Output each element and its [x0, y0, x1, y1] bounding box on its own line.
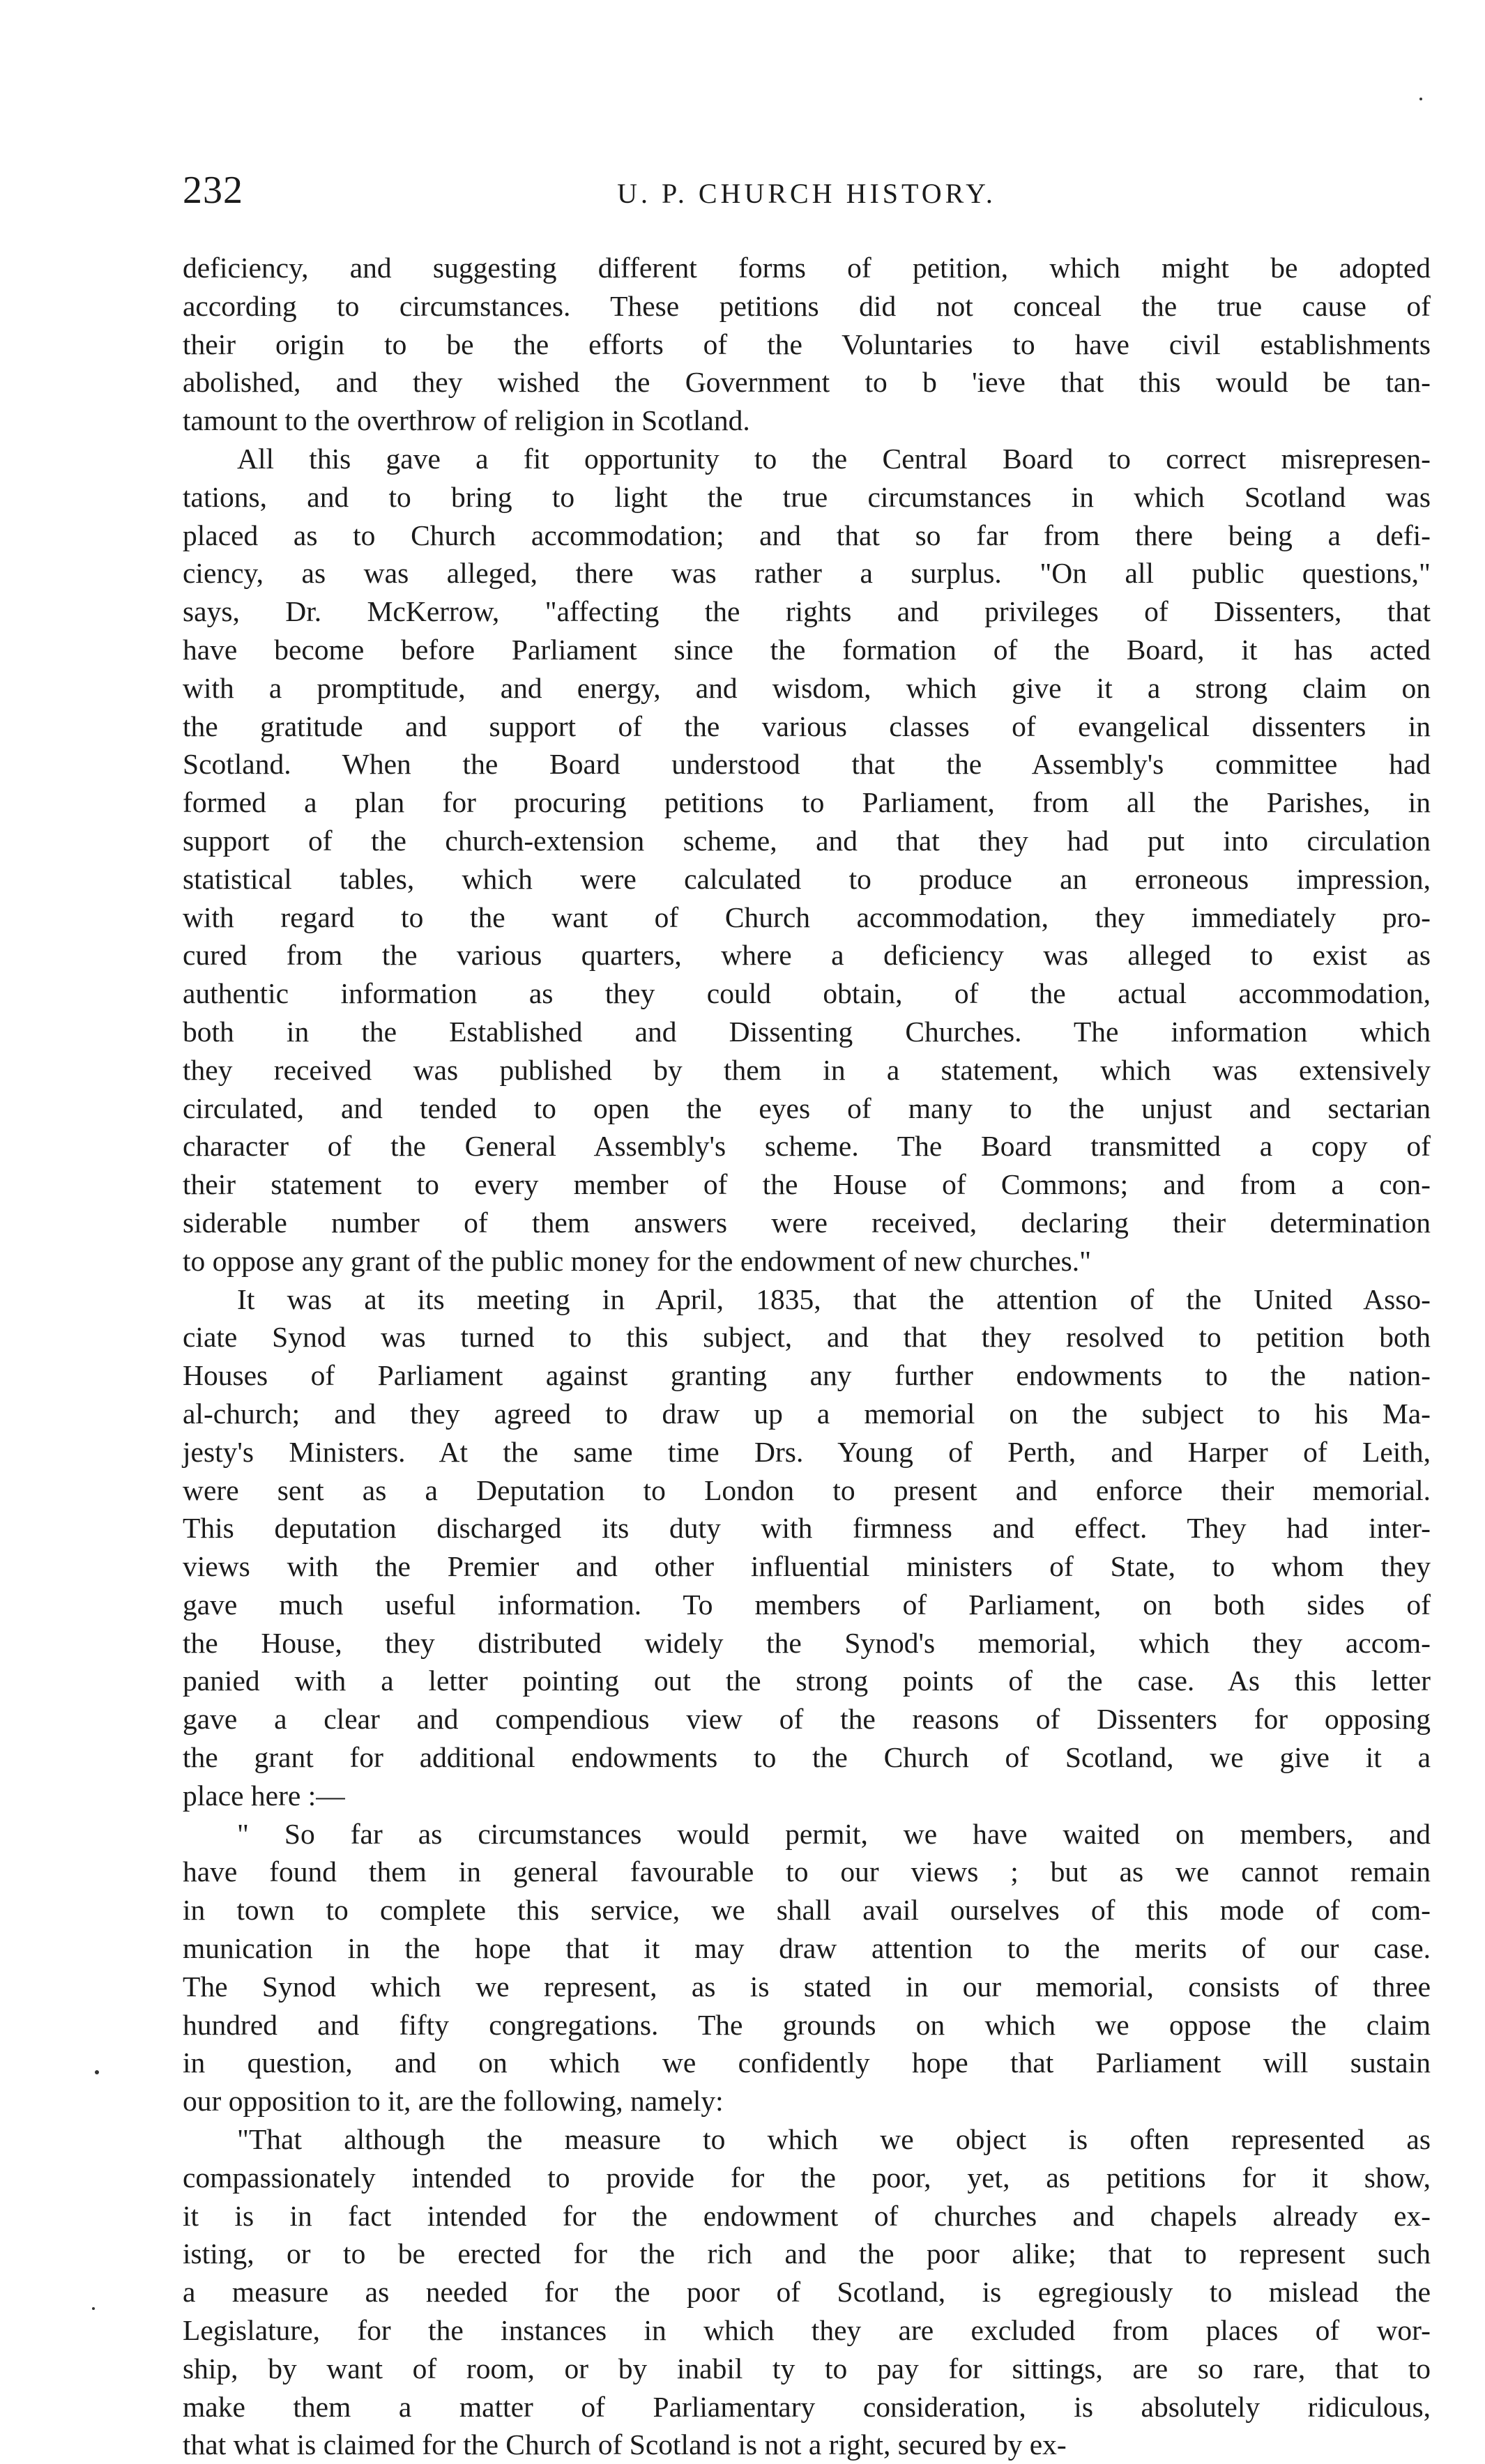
- text-line: The Synod which we represent, as is stated in our memorial, consists of three: [183, 1970, 1431, 2003]
- text-line: Scotland. When the Board understood that the Assembly's committee had: [183, 748, 1431, 781]
- text-line: have become before Parliament since the formation of the Board, it has acted: [183, 633, 1431, 666]
- text-line: tamount to the overthrow of religion in Scotland.: [183, 404, 750, 437]
- text-line: authentic information as they could obtain, of the actual accommodation,: [183, 977, 1431, 1010]
- text-line: in question, and on which we confidently hope that Parliament will sustain: [183, 2046, 1431, 2079]
- text-line: character of the General Assembly's scheme. The Board transmitted a copy of: [183, 1130, 1431, 1163]
- text-line: have found them in general favourable to our views ; but as we cannot remain: [183, 1855, 1431, 1888]
- page-header: [183, 166, 1431, 229]
- text-line: in town to complete this service, we shall avail ourselves of this mode of com-: [183, 1894, 1431, 1927]
- text-line: deficiency, and suggesting different forms of petition, which might be adopted: [183, 252, 1431, 284]
- print-speck: [95, 2070, 99, 2074]
- text-line: says, Dr. McKerrow, "affecting the rights and privileges of Dissenters, that: [183, 595, 1431, 628]
- text-line: with a promptitude, and energy, and wisdom, which give it a strong claim on: [183, 671, 1431, 704]
- text-line: statistical tables, which were calculated to produce an erroneous impression,: [183, 862, 1431, 895]
- text-line: place here :—: [183, 1779, 345, 1812]
- paragraph: [183, 440, 1431, 1280]
- text-line: their origin to be the efforts of the Voluntaries to have civil establishments: [183, 328, 1431, 360]
- text-line: the gratitude and support of the various classes of evangelical dissenters in: [183, 710, 1431, 742]
- paragraph: [183, 1280, 1431, 1815]
- text-line: abolished, and they wished the Government to b 'ieve that this would be tan-: [183, 366, 1431, 399]
- page-number: 232: [183, 169, 243, 212]
- text-line: tations, and to bring to light the true circumstances in which Scotland was: [183, 480, 1431, 513]
- text-line: a measure as needed for the poor of Scotland, is egregiously to mislead the: [183, 2276, 1431, 2309]
- text-line: make them a matter of Parliamentary consideration, is absolutely ridiculous,: [183, 2390, 1431, 2423]
- text-line: isting, or to be erected for the rich and the poor alike; that to represent such: [183, 2237, 1431, 2270]
- paragraph: [183, 1815, 1431, 2120]
- text-line: formed a plan for procuring petitions to Parliament, from all the Parishes, in: [183, 786, 1431, 819]
- text-line: that what is claimed for the Church of Scotland is not a right, secured by ex-: [183, 2428, 1067, 2461]
- text-line: cured from the various quarters, where a deficiency was alleged to exist as: [183, 939, 1431, 972]
- text-line: circulated, and tended to open the eyes of many to the unjust and sectarian: [183, 1092, 1431, 1124]
- paragraph: [183, 249, 1431, 440]
- text-line: ship, by want of room, or by inabil ty to pay for sittings, are so rare, that to: [183, 2352, 1431, 2385]
- text-line: gave much useful information. To members of Parliament, on both sides of: [183, 1588, 1431, 1621]
- text-line: support of the church-extension scheme, and that they had put into circulation: [183, 824, 1431, 857]
- text-line: jesty's Ministers. At the same time Drs. Young of Perth, and Harper of Leith,: [183, 1435, 1431, 1468]
- text-line: " So far as circumstances would permit, we have waited on members, and: [237, 1817, 1431, 1850]
- text-line: views with the Premier and other influential ministers of State, to whom they: [183, 1550, 1431, 1583]
- text-line: hundred and fifty congregations. The grounds on which we oppose the claim: [183, 2008, 1431, 2041]
- text-line: the House, they distributed widely the Synod's memorial, which they accom-: [183, 1626, 1431, 1659]
- text-line: This deputation discharged its duty with firmness and effect. They had inter-: [183, 1512, 1431, 1545]
- text-line: they received was published by them in a statement, which was extensively: [183, 1053, 1431, 1086]
- text-line: both in the Established and Dissenting Churches. The information which: [183, 1015, 1431, 1048]
- running-title: U. P. CHURCH HISTORY.: [617, 178, 996, 209]
- text-line: were sent as a Deputation to London to present and enforce their memorial.: [183, 1474, 1431, 1506]
- text-line: gave a clear and compendious view of the reasons of Dissenters for opposing: [183, 1703, 1431, 1736]
- text-line: siderable number of them answers were received, declaring their determination: [183, 1206, 1431, 1239]
- print-speck: [92, 2307, 95, 2310]
- text-line: with regard to the want of Church accommodation, they immediately pro-: [183, 901, 1431, 933]
- text-line: it is in fact intended for the endowment of churches and chapels already ex-: [183, 2199, 1431, 2232]
- text-line: placed as to Church accommodation; and that so far from there being a defi-: [183, 519, 1431, 551]
- print-speck: [1419, 98, 1422, 100]
- text-line: our opposition to it, are the following, namely:: [183, 2085, 724, 2118]
- paragraph: [183, 2120, 1431, 2464]
- text-line: the grant for additional endowments to the Church of Scotland, we give it a: [183, 1741, 1431, 1774]
- text-line: Houses of Parliament against granting any further endowments to the nation-: [183, 1359, 1431, 1392]
- text-line: their statement to every member of the House of Commons; and from a con-: [183, 1168, 1431, 1201]
- text-line: It was at its meeting in April, 1835, that the attention of the United Asso-: [237, 1283, 1431, 1315]
- text-line: according to circumstances. These petitions did not conceal the true cause of: [183, 289, 1431, 322]
- text-line: panied with a letter pointing out the strong points of the case. As this letter: [183, 1665, 1431, 1697]
- text-line: ciate Synod was turned to this subject, and that they resolved to petition both: [183, 1321, 1431, 1354]
- text-line: Legislature, for the instances in which they are excluded from places of wor-: [183, 2314, 1431, 2347]
- text-line: "That although the measure to which we object is often represented as: [237, 2123, 1431, 2156]
- text-line: compassionately intended to provide for the poor, yet, as petitions for it show,: [183, 2161, 1431, 2194]
- text-line: to oppose any grant of the public money for the endowment of new churches.": [183, 1244, 1092, 1277]
- text-line: ciency, as was alleged, there was rather a surplus. "On all public questions,": [183, 557, 1431, 590]
- text-line: munication in the hope that it may draw attention to the merits of our case.: [183, 1932, 1431, 1965]
- body-text: [183, 249, 1431, 2464]
- text-line: al-church; and they agreed to draw up a memorial on the subject to his Ma-: [183, 1397, 1431, 1430]
- text-line: All this gave a fit opportunity to the Central Board to correct misrepresen-: [237, 442, 1431, 475]
